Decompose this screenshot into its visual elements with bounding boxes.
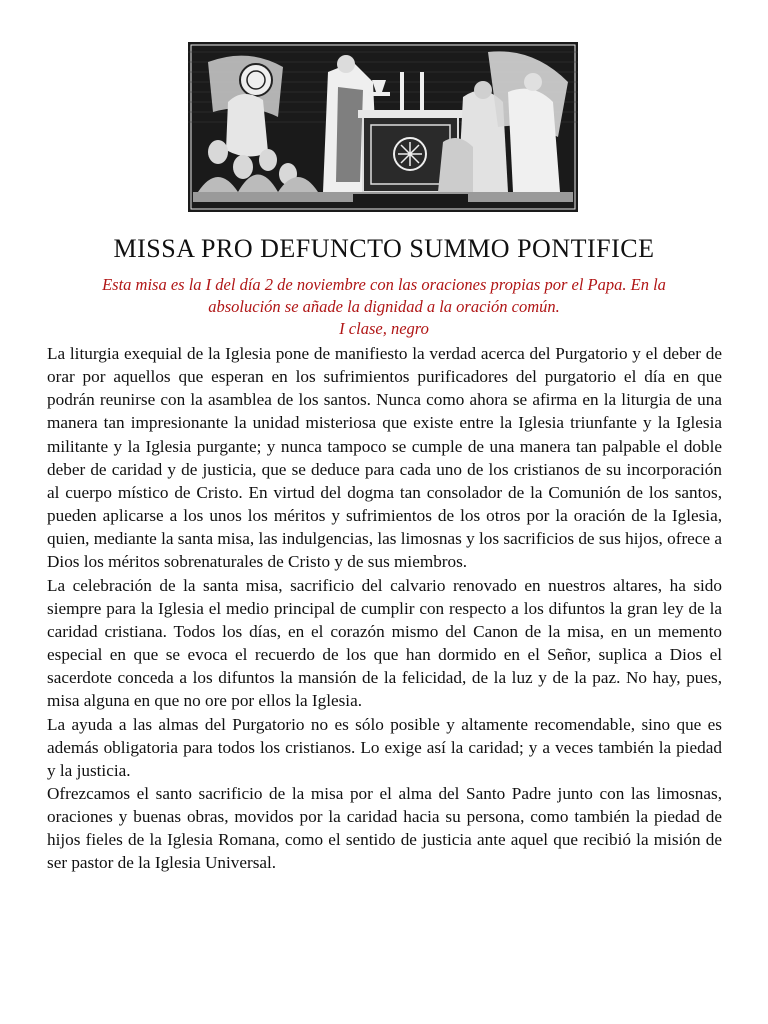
document-title: MISSA PRO DEFUNCTO SUMMO PONTIFICE [113, 234, 655, 263]
document-body [47, 342, 722, 875]
mass-rubric [40, 274, 728, 340]
paragraph: La liturgia exequial de la Iglesia pone de manifiesto la verdad acerca del Purgatorio y el deber de orar por aquellos que esperan en los sufrimientos purificadores del purgatorio el día en que podrán reunirse con la asamblea de los santos. Nunca como ahora se afirma en la liturgia de una manera tan impresionante la unidad misteriosa que existe entre la Iglesia triunfante y la Iglesia militante y la Iglesia purgante; y nunca tampoco se cumple de una manera tan palpable el doble deber de caridad y de justicia, que se deduce para cada uno de los cristianos de su incorporación al cuerpo místico de Cristo. En virtud del dogma tan consolador de la Comunión de los santos, pueden aplicarse a los unos los méritos y sufrimientos de los otros por la oración de la Iglesia, quien, mediante la santa misa, las indulgencias, las limosnas y los sacrificios de sus hijos, ofrece a Dios los méritos sobrenaturales de Cristo y de sus miembros. [47, 344, 722, 572]
rubric-line: Esta misa es la I del día 2 de noviembre con las oraciones propias por el Papa. En la [102, 275, 666, 294]
rubric-line: absolución se añade la dignidad a la oración común. [208, 297, 560, 316]
liturgical-engraving-image [188, 42, 578, 212]
rubric-line: I clase, negro [339, 319, 429, 338]
paragraph: La celebración de la santa misa, sacrificio del calvario renovado en nuestros altares, ha sido siempre para la Iglesia el medio principal de cumplir con respecto a los difuntos la gran ley de la caridad cristiana. Todos los días, en el corazón mismo del Canon de la misa, en un memento especial en que se evoca el recuerdo de los que han dormido en el Señor, suplica a Dios el sacerdote conceda a los difuntos la mansión de la felicidad, de la luz y de la paz. No hay, pues, misa alguna en que no ore por ellos la Iglesia. [47, 575, 722, 711]
paragraph: La ayuda a las almas del Purgatorio no es sólo posible y altamente recomendable, sino que es además obligatoria para todos los cristianos. Lo exige así la caridad; y a veces también la piedad y la justicia. [47, 714, 722, 780]
paragraph: Ofrezcamos el santo sacrificio de la misa por el alma del Santo Padre junto con las limosnas, oraciones y buenas obras, movidos por la caridad hacia su persona, como también la piedad de hijos fieles de la Iglesia Romana, como el sentido de justicia ante aquel que recibió la misión de ser pastor de la Iglesia Universal. [47, 783, 722, 873]
